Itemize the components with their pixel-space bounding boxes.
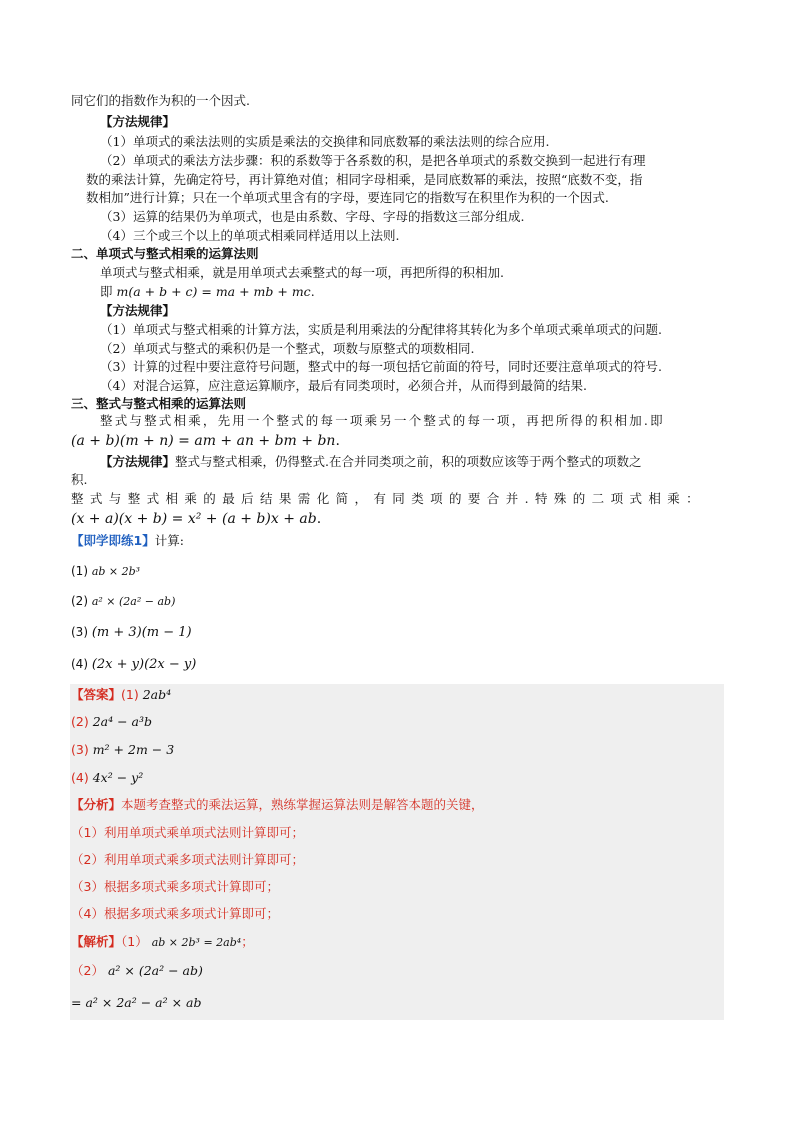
analysis-item-2: （2）利用单项式乘多项式法则计算即可；	[71, 852, 304, 867]
problem-number: (1)	[71, 564, 88, 578]
answer-line-1	[71, 686, 171, 704]
problem-number: (2)	[71, 594, 88, 608]
answer-line-4	[71, 769, 143, 787]
special-binomial-formula: (x + a)(x + b) = x² + (a + b)x + ab	[71, 511, 317, 527]
solution-line-3	[71, 994, 202, 1012]
formula-end: .	[310, 284, 315, 299]
method-heading: 【方法规律】	[100, 454, 176, 469]
section-3-special-formula	[71, 510, 321, 528]
answer-number: (1)	[121, 687, 139, 702]
answer-number: (4)	[71, 770, 89, 785]
rule-item-1: （1）单项式的乘法法则的实质是乘法的交换律和同底数幂的乘法法则的综合应用.	[100, 134, 550, 149]
section-2-formula	[100, 283, 315, 301]
method-item-2: （2）单项式与整式的乘积仍是一个整式，项数与原整式的项数相同.	[100, 341, 475, 356]
formula-end: .	[316, 511, 322, 527]
answer-line-2	[71, 713, 152, 731]
problem-4	[71, 655, 196, 674]
section-heading-2: 二、单项式与整式相乘的运算法则	[71, 246, 259, 261]
solution-number: （1）	[121, 934, 148, 949]
exercise-header	[71, 532, 184, 550]
method-heading: 【方法规律】	[100, 114, 176, 129]
method-item-1: （1）单项式与整式相乘的计算方法，实质是利用乘法的分配律将其转化为多个单项式乘单项式的问题.	[100, 322, 662, 337]
problem-number: (4)	[71, 657, 88, 671]
answer-line-3	[71, 741, 174, 759]
solution-end: ；	[241, 934, 254, 949]
rule-item-2-cont: 数的乘法计算，先确定符号，再计算绝对值；相同字母相乘，是同底数幂的乘法，按照“底数不变，指	[86, 172, 643, 187]
section-3-formula	[71, 432, 340, 450]
method-item-4: （4）对混合运算，应注意运算顺序，最后有同类项时，必须合并，从而得到最简的结果.	[100, 378, 587, 393]
method-item-3: （3）计算的过程中要注意符号问题，整式中的每一项包括它前面的符号，同时还要注意单项式的符号.	[100, 359, 662, 374]
distributive-formula: m(a + b + c) = ma + mb + mc	[116, 284, 311, 299]
method-heading: 【方法规律】	[100, 303, 176, 318]
answer-expression: 2ab⁴	[142, 687, 172, 702]
problem-expression: a² × (2a² − ab)	[91, 595, 176, 608]
method-note	[100, 453, 642, 471]
problem-number: (3)	[71, 625, 88, 639]
problem-expression: (m + 3)(m − 1)	[91, 625, 192, 640]
solution-line-2	[71, 962, 203, 980]
rule-item-3: （3）运算的结果仍为单项式，也是由系数、字母、字母的指数这三部分组成.	[100, 209, 525, 224]
solution-line-1	[71, 933, 254, 952]
exercise-instruction: 计算:	[154, 533, 184, 548]
solution-number: （2）	[71, 963, 104, 978]
formula-prefix: 即	[100, 284, 113, 299]
formula-end: .	[335, 433, 340, 449]
solution-tag: 【解析】	[71, 934, 122, 949]
rule-item-4: （4）三个或三个以上的单项式相乘同样适用以上法则.	[100, 228, 400, 243]
analysis-item-1: （1）利用单项式乘单项式法则计算即可；	[71, 825, 304, 840]
problem-expression: (2x + y)(2x − y)	[91, 657, 197, 672]
answer-number: (3)	[71, 742, 89, 757]
solution-expression: = a² × 2a² − a² × ab	[71, 995, 202, 1010]
exercise-tag: 【即学即练1】	[71, 533, 155, 548]
method-note-text: 整式与整式相乘，仍得整式.在合并同类项之前，积的项数应该等于两个整式的项数之	[175, 454, 642, 469]
answer-tag: 【答案】	[71, 687, 122, 702]
analysis-item-4: （4）根据多项式乘多项式计算即可；	[71, 906, 279, 921]
answer-expression: 2a⁴ − a³b	[92, 714, 153, 729]
analysis-line	[71, 796, 484, 814]
section-2-paragraph: 单项式与整式相乘，就是用单项式去乘整式的每一项，再把所得的积相加.	[100, 265, 504, 280]
section-heading-3: 三、整式与整式相乘的运算法则	[71, 396, 247, 411]
method-note-cont: 积.	[71, 472, 88, 487]
binomial-product-formula: (a + b)(m + n) = am + an + bm + bn	[71, 433, 336, 449]
solution-expression: a² × (2a² − ab)	[107, 963, 203, 978]
answer-expression: m² + 2m − 3	[92, 742, 175, 757]
problem-expression: ab × 2b³	[91, 565, 141, 578]
section-3-note: 整式与整式相乘的最后结果需化简，有同类项的要合并.特殊的二项式相乘：	[71, 491, 706, 506]
solution-expression: ab × 2b³ = 2ab⁴	[151, 936, 242, 949]
rule-item-2-cont: 数相加”进行计算；只在一个单项式里含有的字母，要连同它的指数写在积里作为积的一个因式.	[86, 190, 609, 205]
section-3-paragraph: 整式与整式相乘，先用一个整式的每一项乘另一个整式的每一项，再把所得的积相加.即	[100, 413, 665, 428]
problem-1	[71, 562, 140, 581]
text-line: 同它们的指数作为积的一个因式.	[71, 93, 250, 108]
analysis-text: 本题考查整式的乘法运算，熟练掌握运算法则是解答本题的关键，	[121, 797, 484, 812]
problem-3	[71, 623, 192, 642]
rule-item-2: （2）单项式的乘法方法步骤：积的系数等于各系数的积，是把各单项式的系数交换到一起进行有理	[100, 153, 646, 168]
analysis-tag: 【分析】	[71, 797, 122, 812]
problem-2	[71, 592, 175, 611]
analysis-item-3: （3）根据多项式乘多项式计算即可；	[71, 879, 279, 894]
answer-expression: 4x² − y²	[92, 770, 144, 785]
answer-number: (2)	[71, 714, 89, 729]
